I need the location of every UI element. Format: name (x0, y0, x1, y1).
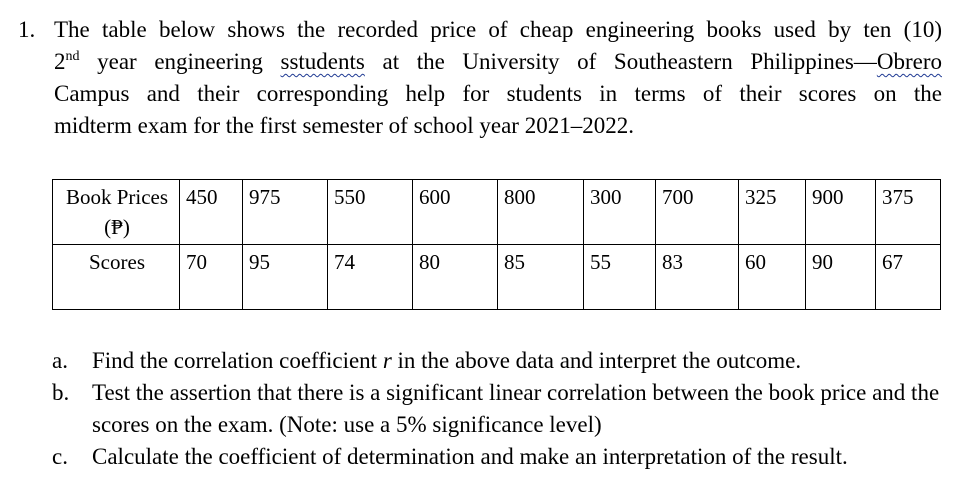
subquestion-c (52, 441, 942, 473)
table-cell: 975 (243, 180, 328, 245)
table-cell: 74 (328, 245, 413, 310)
table-cell: 800 (498, 180, 584, 245)
table-cell: 600 (413, 180, 498, 245)
table-cell: 90 (806, 245, 876, 310)
subquestion-text: Find the correlation coefficient r in the above data and interpret the outcome. (92, 348, 802, 373)
intro-line-4: midterm exam for the first semester of school year 2021–2022. (54, 113, 634, 138)
row-label-book-prices: Book Prices (₱) (53, 180, 180, 245)
table-cell: 70 (180, 245, 243, 310)
intro-line-2 (54, 46, 942, 78)
subquestions (52, 345, 942, 473)
table-cell: 85 (498, 245, 584, 310)
spellcheck-underlined-word: Obrero (876, 49, 942, 74)
intro-line-1: The table below shows the recorded price of cheap engineering books used by ten (10) (54, 17, 942, 42)
table-cell: 67 (876, 245, 941, 310)
data-table (52, 179, 941, 310)
ordinal-suffix: nd (65, 49, 80, 64)
subquestion-text: Calculate the coefficient of determination and make an interpretation of the result. (92, 444, 848, 469)
row-label-scores: Scores (53, 245, 180, 310)
subquestion-text: Test the assertion that there is a significant linear correlation between the book price and the scores on the exam. (Note: use a 5% significance level) (92, 380, 940, 437)
table-cell: 60 (739, 245, 806, 310)
table-row-scores (53, 245, 941, 310)
table-cell: 550 (328, 180, 413, 245)
intro-line-3: Campus and their corresponding help for students in terms of their scores on the (54, 81, 942, 106)
table-cell: 450 (180, 180, 243, 245)
table-cell: 55 (584, 245, 656, 310)
table-cell: 700 (656, 180, 739, 245)
table-cell: 900 (806, 180, 876, 245)
table-cell: 80 (413, 245, 498, 310)
spellcheck-underlined-word: sstudents (280, 49, 365, 74)
table-cell: 325 (739, 180, 806, 245)
subquestion-letter: c. (52, 444, 68, 469)
subquestion-letter: b. (52, 380, 70, 405)
subquestion-b (52, 377, 942, 441)
subquestion-a (52, 345, 942, 377)
table-cell: 95 (243, 245, 328, 310)
table-cell: 375 (876, 180, 941, 245)
subquestion-letter: a. (52, 348, 68, 373)
table-row-prices (53, 180, 941, 245)
variable-r: r (382, 348, 392, 373)
ordinal-number: 2 (54, 49, 66, 74)
problem-number: 1. (18, 17, 36, 42)
table-cell: 300 (584, 180, 656, 245)
problem-intro (54, 14, 942, 142)
table-cell: 83 (656, 245, 739, 310)
intro-line-2-text: year engineering sstudents at the University of Southeastern Philippines—Obrero (97, 49, 942, 74)
